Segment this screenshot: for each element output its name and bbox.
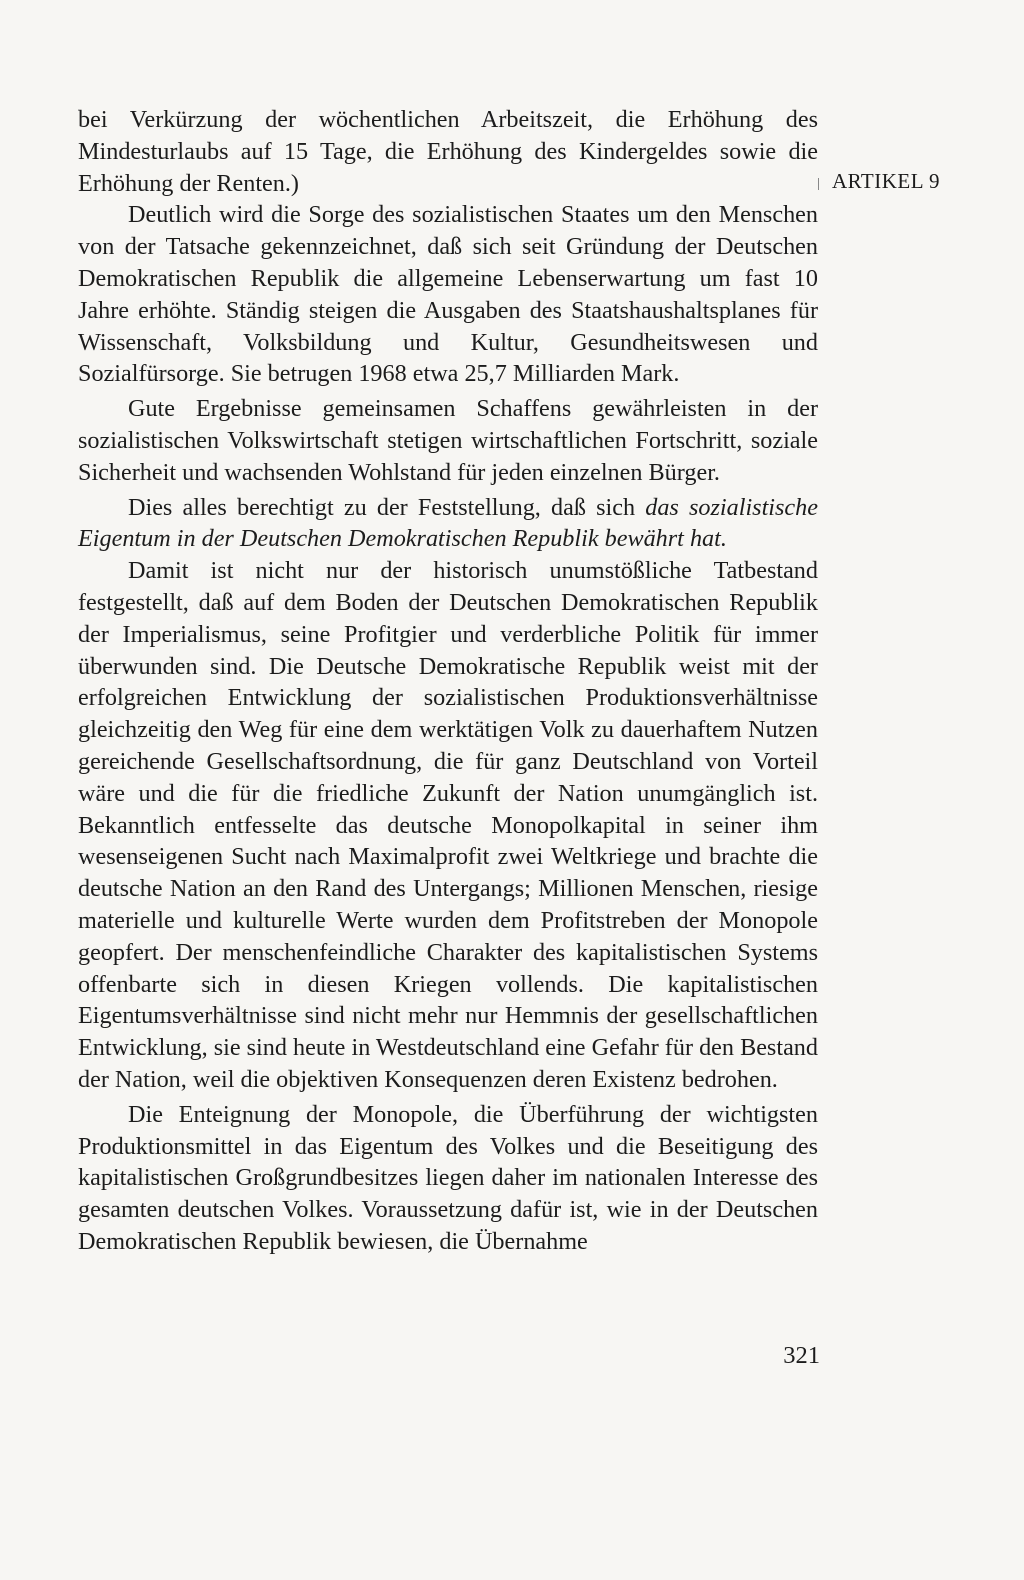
page-number: 321 xyxy=(783,1342,820,1369)
paragraph-conclusion xyxy=(78,492,818,556)
paragraph-continuation: bei Verkürzung der wöchentlichen Arbeitszeit, die Erhöhung des Mindesturlaubs auf 15 Tage, die Erhöhung des Kindergeldes sowie die Erhöhung der Renten.) xyxy=(78,106,818,197)
paragraph-life-expectancy: Deutlich wird die Sorge des sozialistischen Staates um den Menschen von der Tatsache gekennzeichnet, daß sich seit Gründung der Deutschen Demokratischen Republik die allgemeine Lebenserwartung um fast 10 Jahre erhöhte. Ständig steigen die Ausgaben des Staatshaushaltsplanes für Wissenschaft, Volksbildung und Kultur, Gesundheitswesen und Sozialfürsorge. Sie betrugen 1968 etwa 25,7 Milliarden Mark. xyxy=(78,201,818,388)
margin-note-article: ARTIKEL 9 xyxy=(832,169,941,193)
paragraph-results: Gute Ergebnisse gemeinsamen Schaffens gewährleisten in der sozialistischen Volkswirtschaft stetigen wirtschaftlichen Fortschritt, soziale Sicherheit und wachsenden Wohlstand für jeden einzelnen Bürger. xyxy=(78,395,818,486)
conclusion-emphasis: das sozialistische Eigentum in der Deutschen Demokratischen Republik bewährt hat. xyxy=(78,493,819,553)
margin-tick-mark xyxy=(818,178,819,190)
paragraph-expropriation: Die Enteignung der Monopole, die Überführung der wichtigsten Produktionsmittel in das Eigentum des Volkes und die Beseitigung des kapitalistischen Großgrundbesitzes liegen daher im nationalen Interesse des gesamten deutschen Volkes. Voraussetzung dafür ist, wie in der Deutschen Demokratischen Republik bewiesen, die Übernahme xyxy=(78,1100,818,1255)
body-text xyxy=(78,104,818,1258)
conclusion-text: Dies alles berechtigt zu der Feststellung, daß sich xyxy=(128,493,646,521)
paragraph-imperialism: Damit ist nicht nur der historisch unumstößliche Tatbestand festgestellt, daß auf dem Boden der Deutschen Demokratischen Republik der Imperialismus, seine Profitgier und verderbliche Politik für immer überwunden sind. Die Deutsche Demokratische Republik weist mit der erfolgreichen Entwicklung der sozialistischen Produktionsverhältnisse gleichzeitig den Weg für eine dem werktätigen Volk zu dauerhaftem Nutzen gereichende Gesellschaftsordnung, die für ganz Deutschland von Vorteil wäre und die für die friedliche Zukunft der Nation unumgänglich ist. Bekanntlich entfesselte das deutsche Monopolkapital in seiner ihm wesenseigenen Sucht nach Maximalprofit zwei Weltkriege und brachte die deutsche Nation an den Rand des Untergangs; Millionen Menschen, riesige materielle und kulturelle Werte wurden dem Profitstreben der Monopole geopfert. Der menschenfeindliche Charakter des kapitalistischen Systems offenbarte sich in diesen Kriegen vollends. Die kapitalistischen Eigentumsverhältnisse sind nicht mehr nur Hemmnis der gesellschaftlichen Entwicklung, sie sind heute in Westdeutschland eine Gefahr für den Bestand der Nation, weil die objektiven Konsequenzen deren Existenz bedrohen. xyxy=(78,557,818,1093)
